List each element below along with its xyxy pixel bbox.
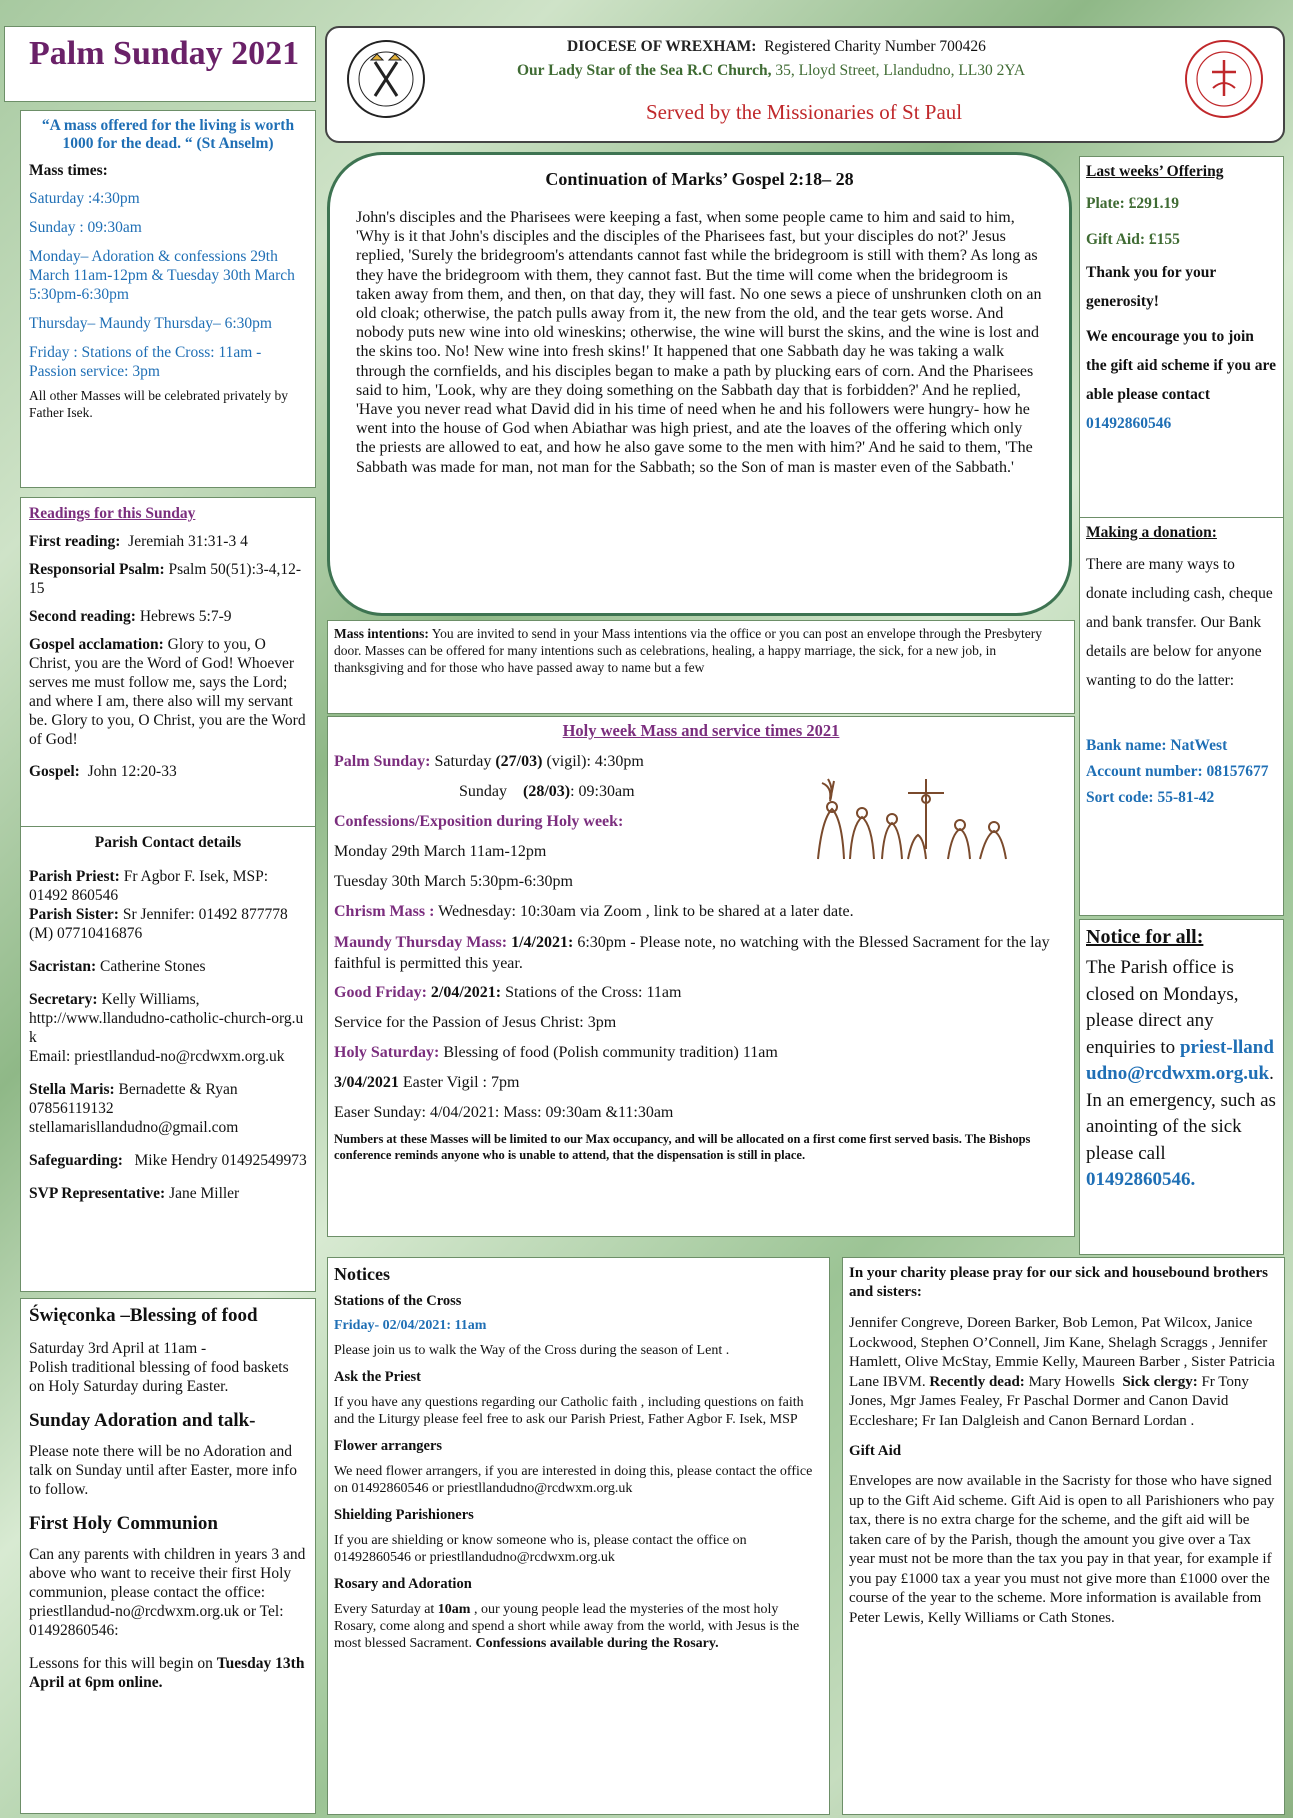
gospel-acclamation: Gospel acclamation: Glory to you, O Christ, you are the Word of God! Whoever serves me must follow me, says the Lord; and where I am, there also will my servant be. Glory to you, O Christ, you are the Word of God! <box>29 636 306 748</box>
chrism-mass: Chrism Mass : Wednesday: 10:30am via Zoom , link to be shared at a later date. <box>334 903 854 920</box>
contact-safeguarding: Safeguarding: Mike Hendry 01492549973 <box>29 1152 307 1169</box>
palm-sunday-sunday: Sunday (28/03): 09:30am <box>459 783 635 800</box>
mass-times-box <box>20 110 316 488</box>
church-line: Our Lady Star of the Sea R.C Church, 35, Lloyd Street, Llandudno, LL30 2YA <box>517 62 1026 79</box>
contact-sister: Parish Sister: Sr Jennifer: 01492 877778 (M) 07710416876 <box>29 906 288 942</box>
holy-week-note: Numbers at these Masses will be limited to our Max occupancy, and will be allocated on a first come first served basis. The Bishops conference reminds anyone who is unable to attend, that the dispensation is still in place. <box>334 1132 1031 1162</box>
sort-code: Sort code: 55-81-42 <box>1086 789 1215 806</box>
communion-text: Can any parents with children in years 3 and above who want to receive their first Holy communion, please contact the office: priestllandud-no@rcdwxm.org.uk or Tel: 01492860546: <box>29 1546 306 1639</box>
mass-sunday: Sunday : 09:30am <box>29 219 142 236</box>
contact-secretary: Secretary: Kelly Williams, <box>29 991 200 1008</box>
contact-heading: Parish Contact details <box>94 834 242 851</box>
bank-name: Bank name: NatWest <box>1086 737 1228 754</box>
notice-text: The Parish office is closed on Mondays, please direct any enquiries to priest-llandudno@rcdwxm.org.uk. In an emergency, such as anointing of the sick please call 01492860546. <box>1086 957 1276 1190</box>
easter-sunday: Easer Sunday: 4/04/2021: Mass: 09:30am &11:30am <box>334 1104 674 1121</box>
communion-heading: First Holy Communion <box>29 1513 218 1534</box>
gospel-text: John's disciples and the Pharisees were keeping a fast, when some people came to him and said to him, 'Why is it that John's disciples and the disciples of the Pharisees fast, but your disciples do not?' Jesus replied, 'Surely the bridegroom's attendants cannot fast while the bridegroom is still with them? As long as they have the bridegroom with them, they cannot fast. But the time will come when the bridegroom is taken away from them, and then, on that day, they will fast. No one sews a piece of unshrunken cloth on an old cloak; otherwise, the patch pulls away from it, the new from the old, and the tear gets worse. And nobody puts new wine into old wineskins; otherwise, the wine will burst the skins, and the wine is lost and the skins too. No! New wine into fresh skins!' It happened that one Sabbath day he was taking a walk through the cornfields, and his disciples began to make a path by plucking ears of corn. And the Pharisees said to him, 'Look, why are they doing something on the Sabbath day that is forbidden?' And he replied, 'Have you never read what David did in his time of need when he and his followers were hungry- how he went into the house of God when Abiathar was high priest, and ate the loaves of the offering which only the priests are allowed to eat, and how he also gave some to the men with him?' And he said to them, 'The Sabbath was made for man, not man for the Sabbath; so the Son of man is master even of the Sabbath.' <box>356 209 1042 476</box>
missionaries-seal-icon <box>1183 38 1265 120</box>
offering-gift-aid: Gift Aid: £155 <box>1086 231 1180 248</box>
page-title: Palm Sunday 2021 <box>29 35 300 72</box>
stations-heading: Stations of the Cross <box>334 1293 462 1309</box>
blessing-heading: Święconka –Blessing of food <box>29 1305 258 1326</box>
notice-for-all-box <box>1079 919 1284 1255</box>
contact-sacristan: Sacristan: Catherine Stones <box>29 958 206 975</box>
palm-sunday-saturday: Palm Sunday: Saturday (27/03) (vigil): 4:30pm <box>334 753 644 770</box>
contact-website[interactable]: http://www.llandudno-catholic-church-org.uk <box>29 1010 304 1046</box>
readings-box <box>20 497 316 827</box>
shielding-heading: Shielding Parishioners <box>334 1507 474 1523</box>
offering-heading: Last weeks’ Offering <box>1086 163 1224 180</box>
holy-week-box <box>327 716 1075 1237</box>
blessing-box <box>20 1298 316 1814</box>
good-friday: Good Friday: 2/04/2021: Stations of the Cross: 11am <box>334 984 682 1001</box>
flower-heading: Flower arrangers <box>334 1438 443 1454</box>
blessing-date: Saturday 3rd April at 11am - <box>29 1340 207 1357</box>
gospel-box <box>327 152 1072 616</box>
mass-friday: Friday : Stations of the Cross: 11am - Passion service: 3pm <box>29 344 262 380</box>
mass-times-heading: Mass times: <box>29 162 108 179</box>
mass-intentions-box <box>327 620 1075 714</box>
stations-text: Please join us to walk the Way of the Cross during the season of Lent . <box>334 1343 730 1358</box>
notice-heading: Notice for all: <box>1086 926 1204 948</box>
offering-plate: Plate: £291.19 <box>1086 195 1179 212</box>
readings-heading: Readings for this Sunday <box>29 505 196 522</box>
offering-box <box>1079 156 1284 519</box>
notices-heading: Notices <box>334 1264 390 1284</box>
confessions-heading: Confessions/Exposition during Holy week: <box>334 813 624 830</box>
second-reading: Second reading: Hebrews 5:7-9 <box>29 608 232 625</box>
contact-svp: SVP Representative: Jane Miller <box>29 1185 240 1202</box>
holy-week-heading: Holy week Mass and service times 2021 <box>562 721 840 740</box>
contact-box <box>20 826 316 1292</box>
rosary-text: Every Saturday at 10am , our young people lead the mysteries of the most holy Rosary, come along and spend a short while away from the world, with Jesus is the most blessed Sacrament. Confessions available during the Rosary. <box>334 1602 800 1651</box>
palm-sunday-illustration-icon <box>808 769 1018 864</box>
title-box <box>4 26 316 102</box>
mass-monday: Monday– Adoration & confessions 29th March 11am-12pm & Tuesday 30th March 5:30pm-6:30pm <box>29 248 295 303</box>
donation-heading: Making a donation: <box>1086 524 1217 541</box>
lessons-text: Lessons for this will begin on Tuesday 13th April at 6pm online. <box>29 1655 305 1691</box>
gift-aid-text: Envelopes are now available in the Sacristy for those who have signed up to the Gift Aid scheme. Gift Aid is open to all Parishioners who pay tax, there is no extra charge for the scheme, and the gift aid will be taken care of by the Parish, though the amount you give over a Tax year must not be more than the tax you pay in that year, for example if you pay £1000 tax a year you must not give more than £1000 over the course of the year to the scheme. More information is available from Peter Lewis, Kelly Williams or Cath Stones. <box>849 1473 1275 1626</box>
prayer-names: Jennifer Congreve, Doreen Barker, Bob Lemon, Pat Wilcox, Janice Lockwood, Stephen O’Connell, Jim Kane, Shelagh Scraggs , Jennifer Hamlett, Olive McStay, Emmie Kelly, Maureen Barber , Sister Patricia Lane IBVM. Recently dead: Mary Howells Sick clergy: Fr Tony Jones, Mgr James Fealey, Fr Paschal Dormer and Canon David Eccleshare; Fr Ian Dalgleish and Canon Bernard Lordan . <box>849 1315 1275 1429</box>
rosary-heading: Rosary and Adoration <box>334 1576 472 1592</box>
confessions-monday: Monday 29th March 11am-12pm <box>334 843 547 860</box>
notices-box <box>327 1257 830 1815</box>
holy-saturday: Holy Saturday: Blessing of food (Polish community tradition) 11am <box>334 1044 778 1061</box>
contact-email[interactable]: Email: priestllandud-no@rcdwxm.org.uk <box>29 1048 285 1065</box>
prayer-heading: In your charity please pray for our sick and housebound brothers and sisters: <box>849 1265 1268 1300</box>
first-reading: First reading: Jeremiah 31:31-3 4 <box>29 533 248 550</box>
shielding-text: If you are shielding or know someone who is, please contact the office on 01492860546 or priestllandudno@rcdwxm.org.uk <box>334 1533 747 1565</box>
served-by: Served by the Missionaries of St Paul <box>646 100 963 124</box>
donation-box <box>1079 517 1284 916</box>
header-banner <box>325 26 1285 143</box>
stations-date: Friday- 02/04/2021: 11am <box>334 1318 487 1333</box>
diocese-line: DIOCESE OF WREXHAM: Registered Charity Number 700426 <box>567 38 986 55</box>
mass-quote: “A mass offered for the living is worth 1000 for the dead. “ (St Anselm) <box>41 117 295 152</box>
contact-stella: Stella Maris: Bernadette & Ryan 07856119132 <box>29 1081 238 1117</box>
passion-service: Service for the Passion of Jesus Christ: 3pm <box>334 1014 617 1031</box>
maundy-thursday: Maundy Thursday Mass: 1/4/2021: 6:30pm - Please note, no watching with the Blessed Sacrament for the lay faithful is permitted this year. <box>334 934 1050 972</box>
easter-vigil: 3/04/2021 Easter Vigil : 7pm <box>334 1074 520 1091</box>
adoration-text: Please note there will be no Adoration and talk on Sunday until after Easter, more info to follow. <box>29 1443 297 1498</box>
mass-thursday: Thursday– Maundy Thursday– 6:30pm <box>29 315 272 332</box>
offering-thanks: Thank you for your generosity! <box>1086 264 1216 310</box>
gift-aid-heading: Gift Aid <box>849 1443 902 1459</box>
account-number: Account number: 08157677 <box>1086 763 1269 780</box>
flower-text: We need flower arrangers, if you are interested in doing this, please contact the office on 01492860546 or priestllandudno@rcdwxm.org.uk <box>334 1464 813 1496</box>
diocese-seal-icon <box>345 38 427 120</box>
adoration-heading: Sunday Adoration and talk- <box>29 1410 256 1431</box>
contact-stella-email[interactable]: stellamarisllandudno@gmail.com <box>29 1119 239 1136</box>
gospel-reading: Gospel: John 12:20-33 <box>29 763 177 780</box>
prayer-box <box>842 1257 1285 1815</box>
donation-text: There are many ways to donate including cash, cheque and bank transfer. Our Bank details are below for anyone wanting to do the latter: <box>1086 556 1273 689</box>
ask-text: If you have any questions regarding our Catholic faith , including questions on faith and the Liturgy please feel free to ask our Parish Priest, Father Agbor F. Isek, MSP <box>334 1395 804 1427</box>
mass-saturday: Saturday :4:30pm <box>29 190 140 207</box>
responsorial-psalm: Responsorial Psalm: Psalm 50(51):3-4,12-15 <box>29 561 302 597</box>
confessions-tuesday: Tuesday 30th March 5:30pm-6:30pm <box>334 873 573 890</box>
ask-heading: Ask the Priest <box>334 1369 421 1385</box>
mass-note: All other Masses will be celebrated privately by Father Isek. <box>29 388 289 420</box>
blessing-text: Polish traditional blessing of food baskets on Holy Saturday during Easter. <box>29 1359 289 1395</box>
mass-intentions: Mass intentions: You are invited to send in your Mass intentions via the office or you can post an envelope through the Presbytery door. Masses can be offered for many intentions such as celebrations, healing, a happy marriage, the sick, for a new job, in thanksgiving and for those who have passed away to name but a few <box>334 626 1043 675</box>
contact-priest: Parish Priest: Fr Agbor F. Isek, MSP: 01492 860546 <box>29 868 269 904</box>
gospel-heading: Continuation of Marks’ Gospel 2:18– 28 <box>545 169 854 189</box>
offering-encourage: We encourage you to join the gift aid scheme if you are able please contact 01492860546 <box>1086 328 1276 432</box>
